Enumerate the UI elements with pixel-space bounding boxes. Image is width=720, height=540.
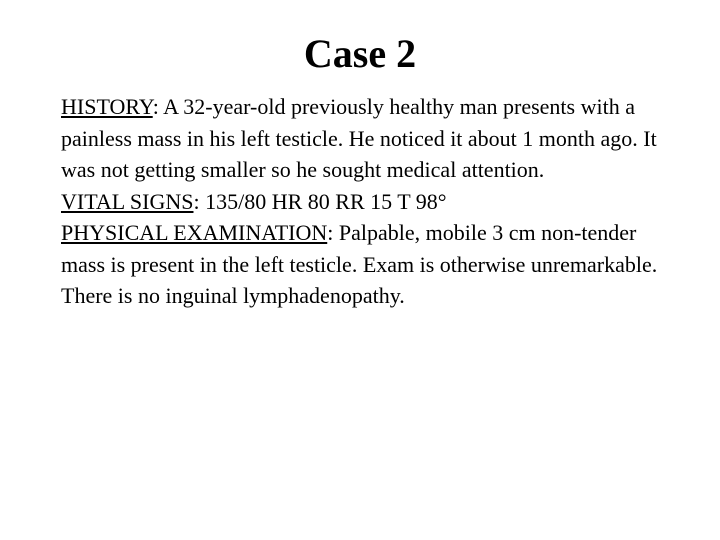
physical-examination-text: Palpable, mobile 3 cm non-tender mass is present in the left testicle. Exam is otherwise unremarkable. There is no inguinal lymphadenopathy. bbox=[61, 220, 658, 308]
slide-title: Case 2 bbox=[303, 31, 417, 76]
history-paragraph bbox=[61, 91, 661, 186]
vital-signs-text: 135/80 HR 80 RR 15 T 98° bbox=[199, 188, 447, 214]
history-text: A 32-year-old previously healthy man presents with a painless mass in his left testicle. He noticed it about 1 month ago. It was not getting smaller so he sought medical attention. bbox=[61, 94, 657, 182]
vital-signs-label: VITAL SIGNS bbox=[61, 188, 194, 214]
slide-body bbox=[61, 91, 661, 312]
physical-examination-label: PHYSICAL EXAMINATION bbox=[61, 220, 328, 245]
physical-examination-paragraph bbox=[61, 217, 661, 312]
history-separator: : bbox=[152, 94, 159, 119]
vital-signs-separator: : bbox=[193, 188, 200, 214]
vital-signs-paragraph bbox=[61, 186, 661, 218]
history-label: HISTORY bbox=[61, 94, 153, 119]
physical-examination-separator: : bbox=[327, 220, 334, 245]
